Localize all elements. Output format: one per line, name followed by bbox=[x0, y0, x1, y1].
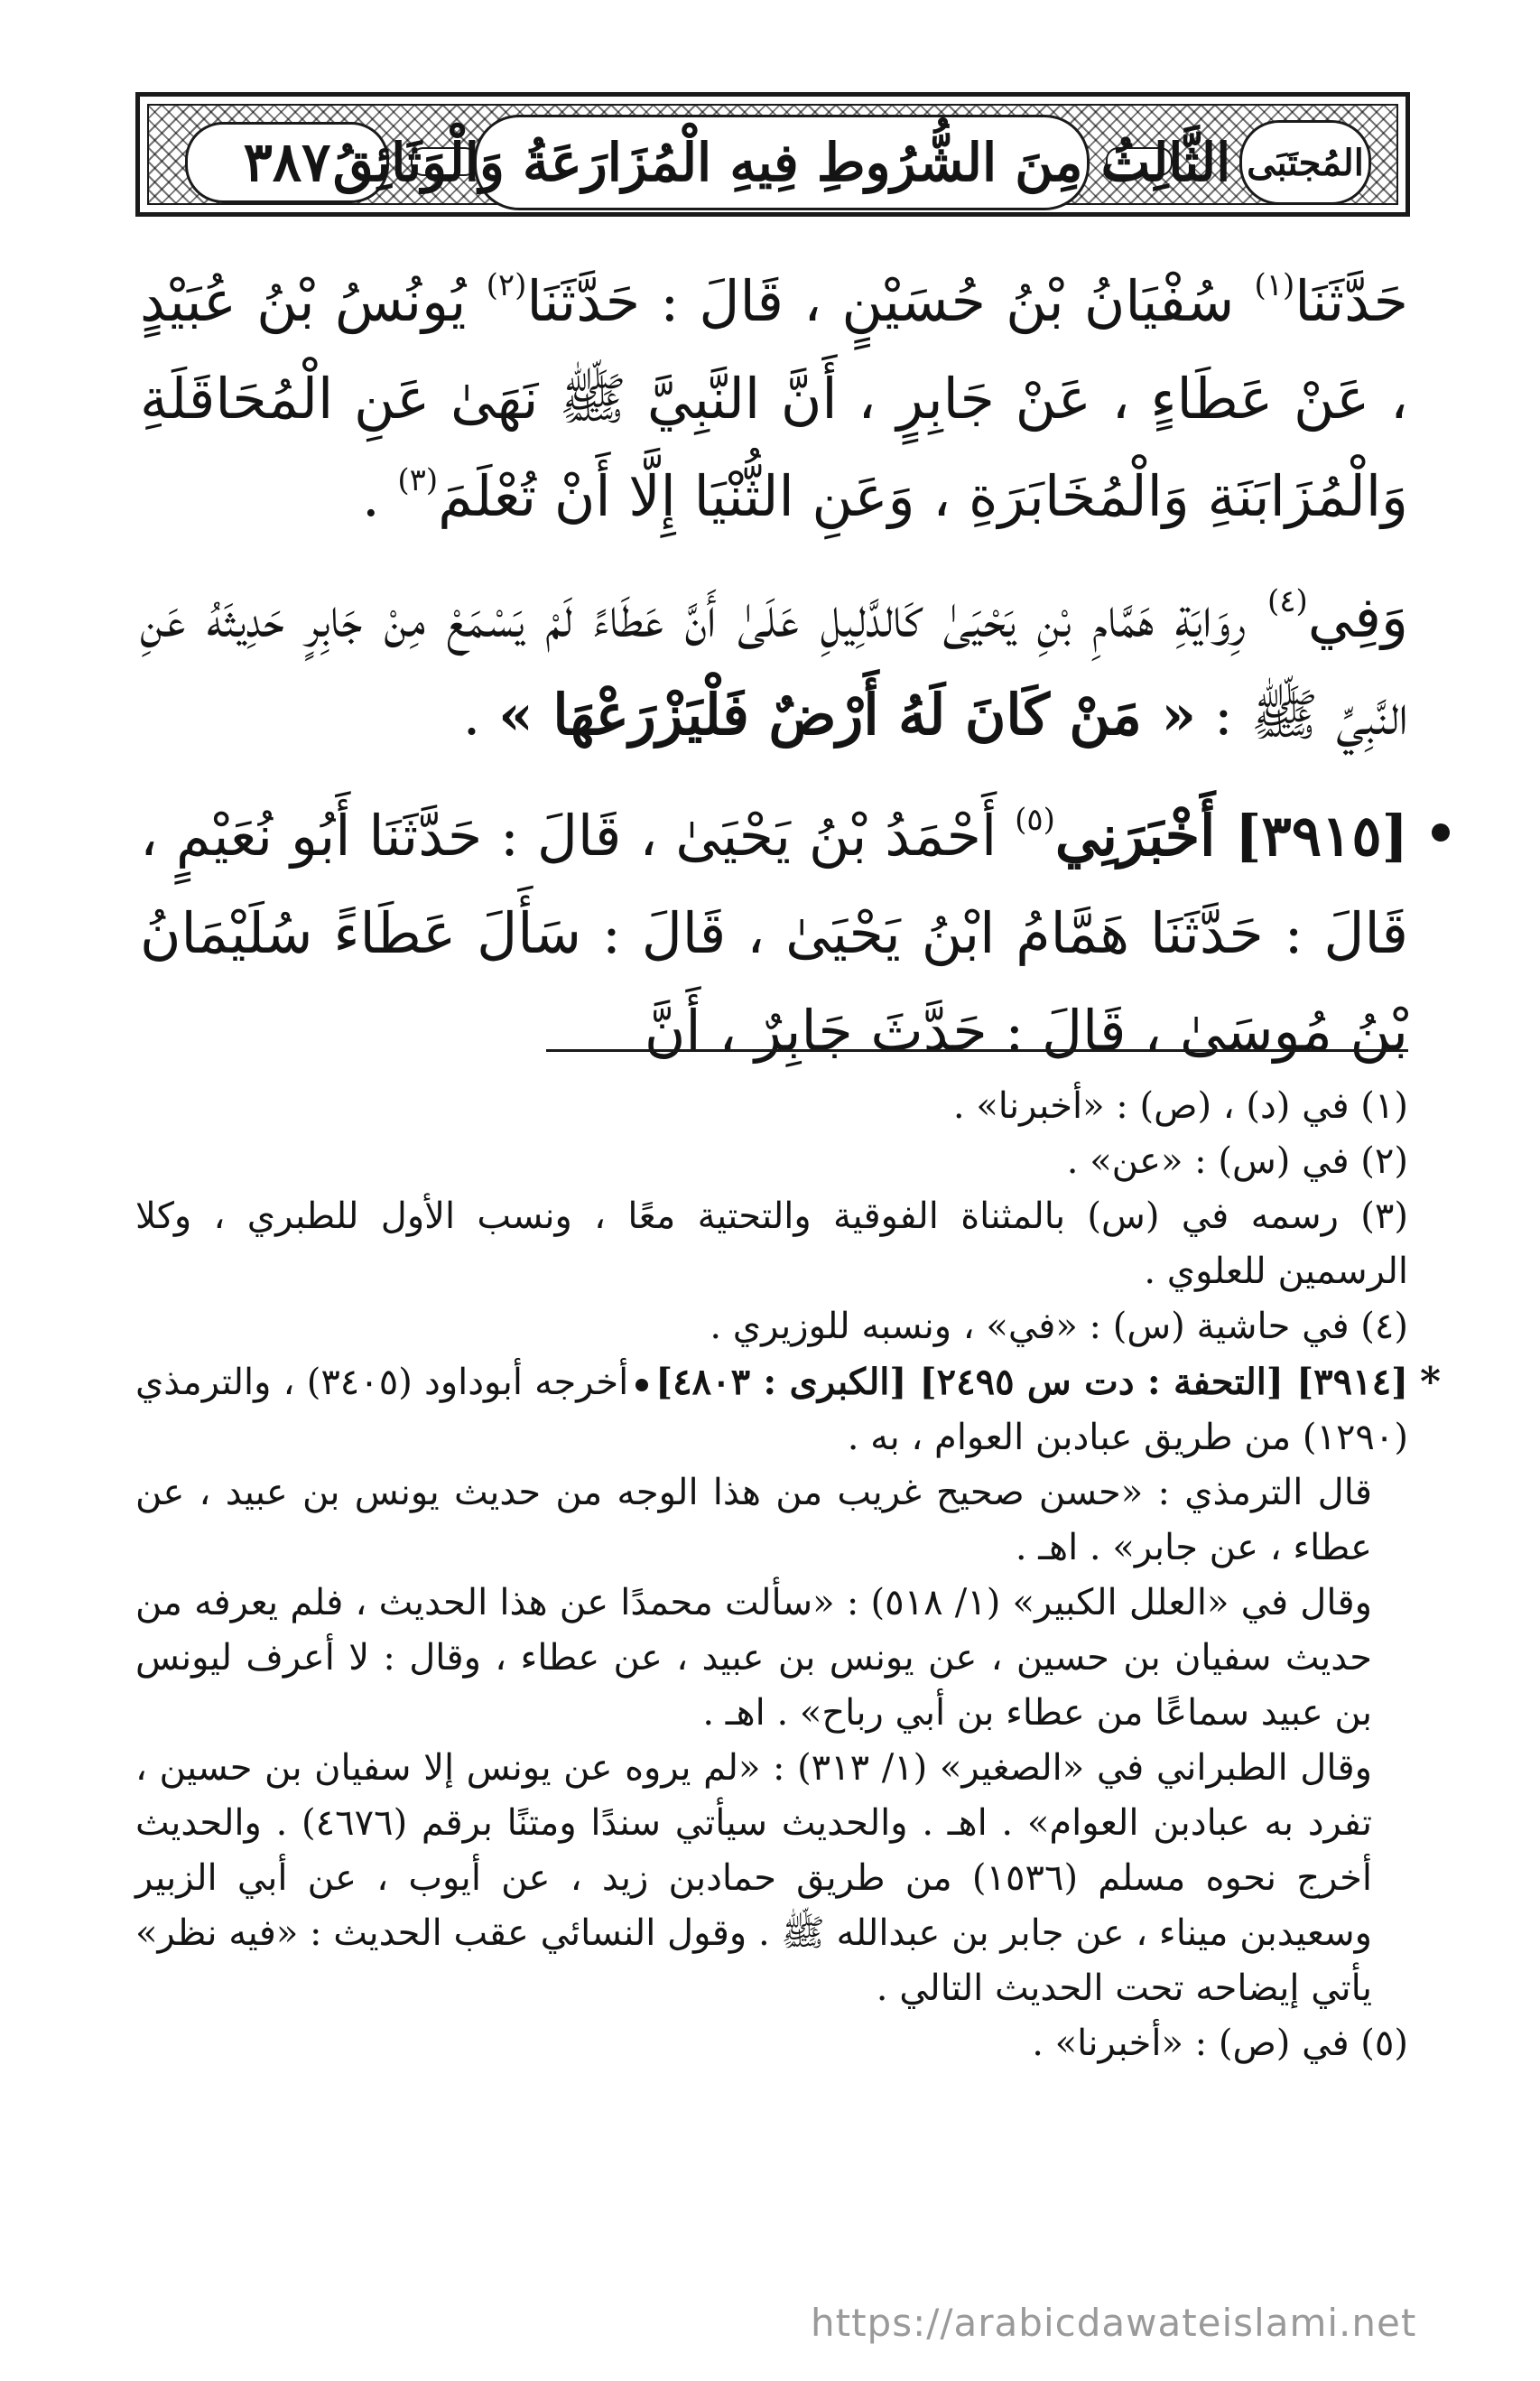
book-name: المُجتَبَى bbox=[1247, 141, 1364, 184]
footnote-ref-4[interactable]: (٤) bbox=[1266, 583, 1308, 619]
footnote-ref-5[interactable]: (٥) bbox=[1015, 802, 1055, 838]
page-number: ٣٨٧ bbox=[243, 131, 331, 194]
hadith-3914-text bbox=[140, 253, 1408, 545]
watermark-url: https://arabicdawateislami.net bbox=[811, 2301, 1417, 2345]
text-run: رِوَايَةِ هَمَّامِ بْنِ يَحْيَىٰ كَالدَّلِيلِ عَلَىٰ أَنَّ عَطَاءً لَمْ يَسْمَعْ مِنْ جَابِرٍ حَدِيثَهُ عَنِ النَّبِيِّ ﷺ : bbox=[140, 584, 1408, 748]
footnote-ref-1[interactable]: (١) bbox=[1254, 267, 1295, 303]
asterisk-icon: * bbox=[1419, 1359, 1441, 1405]
header-ornament bbox=[147, 104, 1398, 205]
page-header bbox=[135, 92, 1410, 217]
footnote-5: (٥) في (ص) : «أخبرنا» . bbox=[1032, 2023, 1408, 2064]
prophetic-quote: « مَنْ كَانَ لَهُ أَرْضٌ فَلْيَزْرَعْهَا » bbox=[498, 682, 1197, 748]
text-run: أَخْبَرَنِي bbox=[1054, 803, 1236, 869]
text-run: أَحْمَدُ بْنُ يَحْيَىٰ ، قَالَ : حَدَّثَنَا أَبُو نُعَيْمٍ ، قَالَ : حَدَّثَنَا هَمَّامُ ابْنُ يَحْيَىٰ ، قَالَ : سَأَلَ عَطَاءً سُلَيْمَانُ بْنُ مُوسَىٰ ، قَالَ : حَدَّثَ جَابِرٌ ، أَنَّ bbox=[140, 803, 1408, 1064]
takhrij-sources: أخرجه أبوداود (٣٤٠٥) ، والترمذي (١٢٩٠) من طريق عبادبن العوام ، به . bbox=[135, 1362, 1408, 1458]
text-run: وَفِي bbox=[1307, 584, 1408, 650]
text-run: . bbox=[361, 463, 398, 529]
chapter-title-cartouche bbox=[332, 115, 1231, 210]
book-name-cartouche bbox=[1239, 120, 1371, 205]
text-run: يُونُسُ بْنُ عُبَيْدٍ ، عَنْ عَطَاءٍ ، عَنْ جَابِرٍ ، أَنَّ النَّبِيَّ ﷺ نَهَىٰ عَنِ الْمُحَاقَلَةِ وَالْمُزَابَنَةِ وَالْمُخَابَرَةِ ، وَعَنِ الثُّنْيَا إِلَّا أَنْ تُعْلَمَ bbox=[140, 268, 1408, 529]
takhrij-note bbox=[135, 1354, 1441, 1465]
footnote-ref-3[interactable]: (٣) bbox=[397, 462, 439, 498]
footnote-4: (٤) في حاشية (س) : «في» ، ونسبه للوزيري . bbox=[710, 1306, 1408, 1347]
commentary-paragraph bbox=[140, 569, 1408, 764]
footnote-1: (١) في (د) ، (ص) : «أخبرنا» . bbox=[952, 1085, 1408, 1127]
footnote-3: (٣) رسمه في (س) بالمثناة الفوقية والتحتية معًا ، ونسب الأول للطبري ، وكلا الرسمين للعلوي . bbox=[135, 1195, 1408, 1292]
text-run: سُفْيَانُ بْنُ حُسَيْنٍ ، قَالَ : حَدَّثَنَا bbox=[526, 268, 1255, 334]
text-run: . bbox=[462, 682, 499, 748]
bullet-icon bbox=[1432, 823, 1450, 842]
text-run: حَدَّثَنَا bbox=[1294, 268, 1408, 334]
bullet-icon bbox=[635, 1379, 648, 1391]
chapter-title: الثَّالِثُ مِنَ الشُّرُوطِ فِيهِ الْمُزَارَعَةُ وَالْوَثَائِقُ bbox=[332, 132, 1231, 193]
footnote-separator bbox=[546, 1049, 1408, 1052]
tabarani-quote: وقال الطبراني في «الصغير» (١/ ٣١٣) : «لم يروه عن يونس إلا سفيان بن حسين ، تفرد به عبادبن العوام» . اهـ . والحديث سيأتي سندًا ومتنًا برقم (٤٦٧٦) . والحديث أخرج نحوه مسلم (١٥٣٦) من طريق حمادبن زيد ، عن أيوب ، عن أبي الزبير وسعيدبن ميناء ، عن جابر بن عبدالله ﷺ . وقول النسائي عقب الحديث : «فيه نظر» يأتي إيضاحه تحت الحديث التالي . bbox=[135, 1747, 1372, 2009]
main-text bbox=[140, 253, 1408, 1080]
footnote-2: (٢) في (س) : «عن» . bbox=[1066, 1140, 1408, 1182]
hadith-3915-text bbox=[140, 787, 1408, 1080]
tirmidhi-quote: قال الترمذي : «حسن صحيح غريب من هذا الوجه من حديث يونس بن عبيد ، عن عطاء ، عن جابر» . اهـ . bbox=[135, 1472, 1372, 1568]
footnotes bbox=[135, 1079, 1441, 2071]
hadith-number: [٣٩١٥] bbox=[1235, 803, 1408, 869]
footnote-ref-2[interactable]: (٢) bbox=[486, 267, 527, 303]
ilal-quote: وقال في «العلل الكبير» (١/ ٥١٨) : «سألت محمدًا عن هذا الحديث ، فلم يعرفه من حديث سفيان بن حسين ، عن يونس بن عبيد ، عن عطاء ، وقال : لا أعرف ليونس بن عبيد سماعًا من عطاء بن أبي رباح» . اهـ . bbox=[135, 1582, 1372, 1734]
takhrij-references: [٣٩١٤] [التحفة : دت س ٢٤٩٥] [الكبرى : ٤٨٠٣] bbox=[655, 1361, 1408, 1403]
